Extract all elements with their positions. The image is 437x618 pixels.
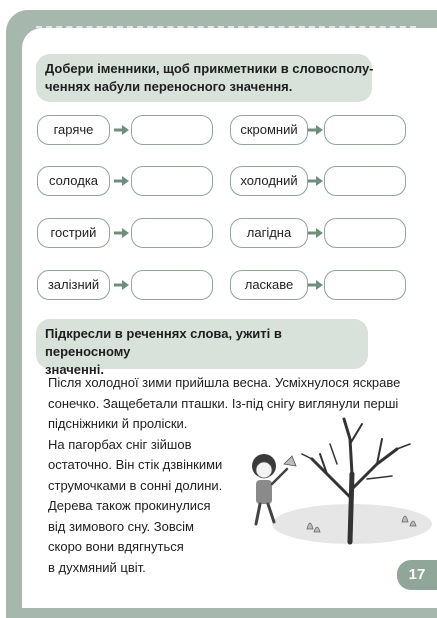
arrow-right-icon (308, 125, 323, 135)
noun-answer-field[interactable] (324, 166, 406, 196)
task1-instruction-box (36, 54, 372, 102)
arrow-right-icon (114, 176, 129, 186)
noun-answer-field[interactable] (131, 218, 213, 248)
task1-instruction-line: Добери іменники, щоб прикметники в словосполу- (45, 61, 374, 76)
story-line: Дерева також прокинулися (48, 498, 211, 513)
story-line: скоро вони вдягнуться (48, 539, 184, 554)
spring-illustration (232, 404, 432, 554)
noun-answer-field[interactable] (324, 115, 406, 145)
story-line: остаточно. Він стік дзвінкими (48, 457, 223, 472)
noun-answer-field[interactable] (131, 115, 213, 145)
noun-answer-field[interactable] (324, 218, 406, 248)
arrow-right-icon (308, 280, 323, 290)
adjective-box: гострий (37, 218, 110, 248)
adjective-box: лагідна (230, 218, 308, 248)
arrow-right-icon (114, 280, 129, 290)
arrow-right-icon (114, 125, 129, 135)
story-line: На пагорбах сніг зійшов (48, 436, 192, 452)
story-line: в духмяний цвіт. (48, 559, 146, 575)
adjective-box: скромний (230, 115, 308, 145)
task2-instruction-box (36, 319, 368, 377)
adjective-box: солодка (37, 166, 110, 196)
arrow-right-icon (114, 228, 129, 238)
task1-instruction-line: ченнях набули переносного значення. (45, 79, 293, 94)
arrow-right-icon (308, 176, 323, 186)
noun-answer-field[interactable] (324, 270, 406, 300)
story-line: Після холодної зими прийшла весна. Усміхнулося яскраве (48, 375, 401, 390)
adjective-box: гаряче (37, 115, 110, 145)
task2-instruction-line: Підкресли в реченнях слова, ужиті в переносному (45, 326, 282, 359)
task2-instruction-line: значенні. (45, 362, 104, 377)
task2-instruction (45, 325, 365, 379)
noun-answer-field[interactable] (131, 270, 213, 300)
arrow-right-icon (308, 228, 323, 238)
adjective-box: ласкаве (230, 270, 308, 300)
page-number: 17 (397, 560, 437, 590)
story-line: від зимового сну. Зовсім (48, 518, 194, 534)
adjective-box: холодний (230, 166, 308, 196)
task1-instruction (45, 60, 375, 96)
story-line: сонечко. Защебетали пташки. Із-під снігу виглянули перші (48, 395, 399, 411)
adjective-box: залізний (37, 270, 110, 300)
story-line: струмочками в сонні долини. (48, 477, 223, 493)
story-line: підсніжники й проліски. (48, 416, 188, 431)
noun-answer-field[interactable] (131, 166, 213, 196)
